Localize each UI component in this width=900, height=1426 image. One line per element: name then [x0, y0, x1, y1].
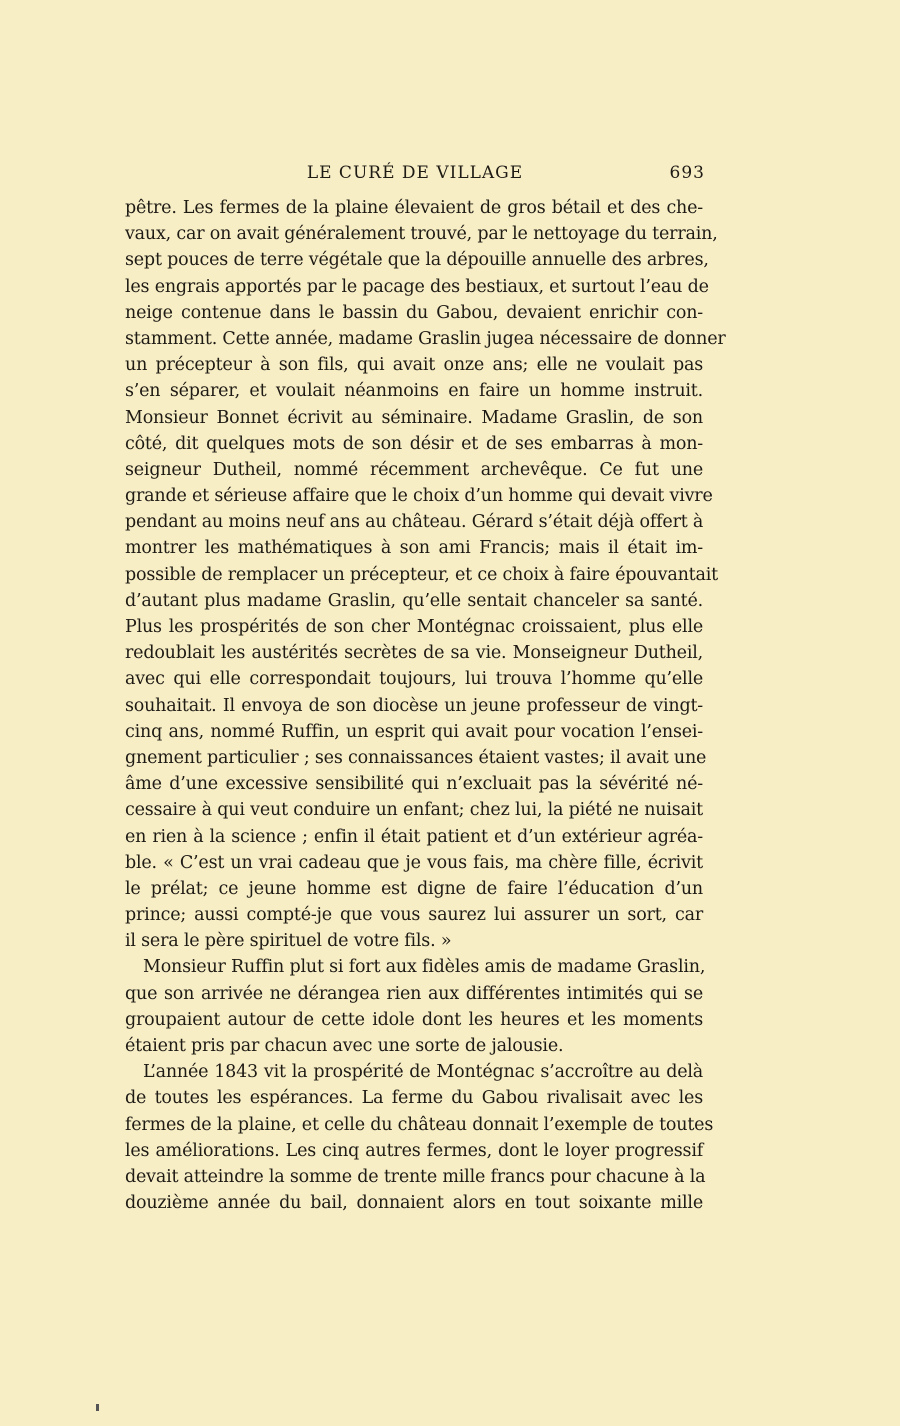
text-line: cessaire à qui veut conduire un enfant; chez lui, la piété ne nuisait: [125, 800, 703, 821]
scan-speck: [96, 1404, 99, 1411]
text-line: souhaitait. Il envoya de son diocèse un jeune professeur de vingt-: [125, 695, 703, 716]
text-line: que son arrivée ne dérangea rien aux différentes intimités qui se: [125, 983, 703, 1004]
text-line: le prélat; ce jeune homme est digne de faire l’éducation d’un: [125, 878, 703, 899]
text-line: possible de remplacer un précepteur, et ce choix à faire épouvantait: [125, 564, 718, 585]
text-line: côté, dit quelques mots de son désir et de ses embarras à mon-: [125, 433, 703, 454]
text-line: vaux, car on avait généralement trouvé, par le nettoyage du terrain,: [125, 224, 718, 245]
text-line: Monsieur Ruffin plut si fort aux fidèles amis de madame Graslin,: [143, 957, 706, 978]
text-line: fermes de la plaine, et celle du château donnait l’exemple de toutes: [125, 1114, 714, 1135]
text-line: groupaient autour de cette idole dont les heures et les moments: [125, 1009, 703, 1030]
text-line: L’année 1843 vit la prospérité de Montégnac s’accroître au delà: [143, 1062, 703, 1083]
text-line: d’autant plus madame Graslin, qu’elle sentait chanceler sa santé.: [125, 590, 703, 611]
page-number: 693: [669, 163, 705, 183]
text-line: avec qui elle correspondait toujours, lui trouva l’homme qu’elle: [125, 669, 703, 690]
running-title: LE CURÉ DE VILLAGE: [306, 163, 524, 183]
text-line: grande et sérieuse affaire que le choix d’un homme qui devait vivre: [125, 486, 713, 507]
text-line: seigneur Dutheil, nommé récemment archevêque. Ce fut une: [125, 459, 703, 480]
text-line: prince; aussi compté-je que vous saurez lui assurer un sort, car: [125, 905, 703, 926]
text-line: un précepteur à son fils, qui avait onze ans; elle ne voulait pas: [125, 355, 703, 376]
text-line: stamment. Cette année, madame Graslin jugea nécessaire de donner: [125, 328, 726, 349]
running-header: [125, 163, 705, 189]
text-line: devait atteindre la somme de trente mille francs pour chacune à la: [125, 1166, 706, 1187]
text-line: ble. « C’est un vrai cadeau que je vous fais, ma chère fille, écrivit: [125, 852, 703, 873]
text-line: en rien à la science ; enfin il était patient et d’un extérieur agréa-: [125, 826, 703, 847]
body-text: [125, 195, 726, 1216]
text-line: s’en séparer, et voulait néanmoins en faire un homme instruit.: [125, 381, 703, 402]
text-line: montrer les mathématiques à son ami Francis; mais il était im-: [125, 538, 703, 559]
text-line: douzième année du bail, donnaient alors en tout soixante mille: [125, 1193, 703, 1214]
text-line: il sera le père spirituel de votre fils. »: [125, 931, 452, 952]
text-line: les engrais apportés par le pacage des bestiaux, et surtout l’eau de: [125, 276, 709, 297]
text-line: pendant au moins neuf ans au château. Gérard s’était déjà offert à: [125, 512, 704, 533]
text-line: gnement particulier ; ses connaissances étaient vastes; il avait une: [125, 747, 707, 768]
text-line: de toutes les espérances. La ferme du Gabou rivalisait avec les: [125, 1088, 703, 1109]
text-line: sept pouces de terre végétale que la dépouille annuelle des arbres,: [125, 250, 709, 271]
text-line: Monsieur Bonnet écrivit au séminaire. Madame Graslin, de son: [125, 407, 703, 428]
text-line: Plus les prospérités de son cher Montégnac croissaient, plus elle: [125, 617, 703, 637]
text-line: pêtre. Les fermes de la plaine élevaient de gros bétail et des che-: [125, 198, 703, 218]
text-line: neige contenue dans le bassin du Gabou, devaient enrichir con-: [125, 302, 703, 323]
text-line: âme d’une excessive sensibilité qui n’excluait pas la sévérité né-: [125, 774, 703, 795]
text-line: étaient pris par chacun avec une sorte de jalousie.: [125, 1036, 564, 1056]
text-line: redoublait les austérités secrètes de sa vie. Monseigneur Dutheil,: [125, 643, 703, 664]
text-line: cinq ans, nommé Ruffin, un esprit qui avait pour vocation l’ensei-: [125, 721, 703, 742]
text-line: les améliorations. Les cinq autres fermes, dont le loyer progressif: [125, 1140, 703, 1161]
